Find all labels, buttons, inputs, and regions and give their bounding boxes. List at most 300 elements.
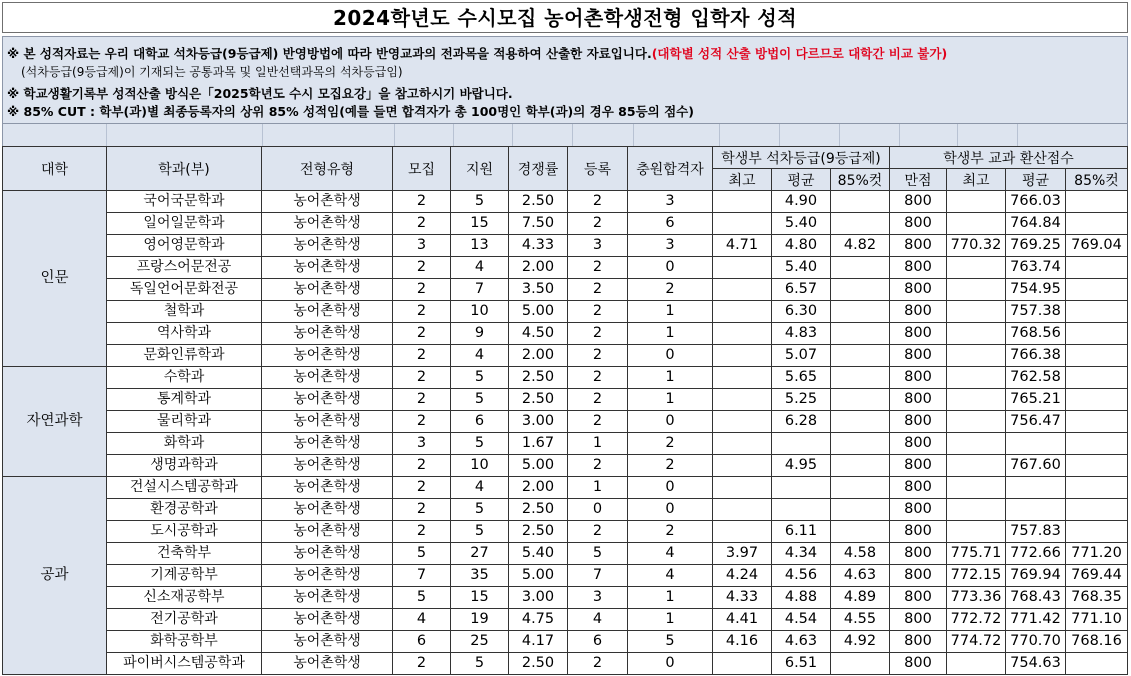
cell-recruit: 2 (393, 345, 451, 367)
cell-grade-avg: 5.25 (772, 389, 831, 411)
cell-score-avg: 762.58 (1006, 367, 1066, 389)
cell-score-85: 771.20 (1066, 543, 1128, 565)
cell-score-85 (1066, 433, 1128, 455)
cell-ratio: 2.00 (509, 257, 568, 279)
cell-dept: 파이버시스템공학과 (107, 653, 262, 675)
cell-enroll: 4 (568, 609, 628, 631)
cell-apply: 13 (451, 235, 509, 257)
cell-score-best (947, 653, 1006, 675)
cell-extra: 6 (628, 213, 713, 235)
cell-type: 농어촌학생 (262, 609, 393, 631)
cell-score-full: 800 (890, 653, 947, 675)
cell-grade-85 (831, 499, 890, 521)
cell-apply: 5 (451, 191, 509, 213)
cell-ratio: 2.00 (509, 477, 568, 499)
cell-score-best (947, 521, 1006, 543)
cell-dept: 일어일문학과 (107, 213, 262, 235)
cell-score-full: 800 (890, 389, 947, 411)
cell-grade-best (713, 191, 772, 213)
cell-dept: 역사학과 (107, 323, 262, 345)
cell-score-best (947, 367, 1006, 389)
cell-dept: 국어국문학과 (107, 191, 262, 213)
cell-type: 농어촌학생 (262, 433, 393, 455)
cell-recruit: 2 (393, 301, 451, 323)
cell-score-avg: 766.38 (1006, 345, 1066, 367)
cell-grade-best: 4.71 (713, 235, 772, 257)
cell-dept: 건축학부 (107, 543, 262, 565)
cell-score-85 (1066, 455, 1128, 477)
cell-recruit: 3 (393, 433, 451, 455)
cell-grade-85: 4.82 (831, 235, 890, 257)
cell-score-avg: 771.42 (1006, 609, 1066, 631)
table-row (3, 565, 1128, 587)
cell-dept: 신소재공학부 (107, 587, 262, 609)
cell-score-full: 800 (890, 345, 947, 367)
cell-type: 농어촌학생 (262, 235, 393, 257)
cell-ratio: 3.00 (509, 411, 568, 433)
cell-grade-avg: 5.65 (772, 367, 831, 389)
cell-grade-85 (831, 411, 890, 433)
cell-score-full: 800 (890, 433, 947, 455)
header-score-group: 학생부 교과 환산점수 (890, 147, 1128, 169)
cell-score-best: 770.32 (947, 235, 1006, 257)
cell-score-full: 800 (890, 521, 947, 543)
cell-type: 농어촌학생 (262, 587, 393, 609)
cell-score-full: 800 (890, 301, 947, 323)
cell-grade-best (713, 213, 772, 235)
cell-score-best (947, 213, 1006, 235)
cell-grade-best (713, 301, 772, 323)
cell-score-avg: 766.03 (1006, 191, 1066, 213)
cell-extra: 0 (628, 477, 713, 499)
spacer-row (2, 124, 1128, 146)
cell-score-full: 800 (890, 367, 947, 389)
table-row (3, 301, 1128, 323)
cell-recruit: 6 (393, 631, 451, 653)
cell-type: 농어촌학생 (262, 455, 393, 477)
cell-score-avg: 765.21 (1006, 389, 1066, 411)
cell-ratio: 4.17 (509, 631, 568, 653)
cell-ratio: 3.50 (509, 279, 568, 301)
cell-recruit: 5 (393, 587, 451, 609)
cell-grade-avg: 4.95 (772, 455, 831, 477)
cell-score-avg: 768.56 (1006, 323, 1066, 345)
cell-apply: 35 (451, 565, 509, 587)
cell-grade-avg: 4.54 (772, 609, 831, 631)
cell-extra: 5 (628, 631, 713, 653)
table-row (3, 191, 1128, 213)
cell-grade-avg: 4.80 (772, 235, 831, 257)
cell-type: 농어촌학생 (262, 279, 393, 301)
table-row (3, 631, 1128, 653)
cell-score-85 (1066, 367, 1128, 389)
cell-recruit: 2 (393, 455, 451, 477)
cell-grade-85 (831, 323, 890, 345)
cell-enroll: 3 (568, 235, 628, 257)
cell-enroll: 5 (568, 543, 628, 565)
cell-grade-best (713, 433, 772, 455)
header-grade-avg: 평균 (772, 169, 831, 191)
cell-ratio: 4.33 (509, 235, 568, 257)
cell-ratio: 5.00 (509, 455, 568, 477)
cell-ratio: 5.00 (509, 301, 568, 323)
cell-ratio: 2.50 (509, 521, 568, 543)
header-score-85: 85%컷 (1066, 169, 1128, 191)
cell-ratio: 5.40 (509, 543, 568, 565)
cell-recruit: 2 (393, 411, 451, 433)
cell-grade-avg: 5.40 (772, 257, 831, 279)
cell-dept: 건설시스템공학과 (107, 477, 262, 499)
cell-recruit: 2 (393, 279, 451, 301)
cell-enroll: 0 (568, 499, 628, 521)
cell-score-full: 800 (890, 499, 947, 521)
cell-ratio: 5.00 (509, 565, 568, 587)
note-3: ※ 학교생활기록부 성적산출 방식은「2025학년도 수시 모집요강」을 참고하시기 바랍니다. (7, 86, 513, 101)
cell-ratio: 3.00 (509, 587, 568, 609)
cell-score-full: 800 (890, 191, 947, 213)
cell-apply: 25 (451, 631, 509, 653)
cell-grade-best: 4.16 (713, 631, 772, 653)
cell-score-85 (1066, 301, 1128, 323)
cell-grade-85 (831, 653, 890, 675)
cell-extra: 0 (628, 345, 713, 367)
cell-grade-85 (831, 345, 890, 367)
cell-extra: 2 (628, 433, 713, 455)
cell-score-best (947, 191, 1006, 213)
cell-recruit: 2 (393, 191, 451, 213)
header-score-best: 최고 (947, 169, 1006, 191)
notes-panel (2, 36, 1128, 124)
cell-grade-best (713, 367, 772, 389)
cell-ratio: 2.50 (509, 191, 568, 213)
cell-apply: 5 (451, 521, 509, 543)
cell-grade-85 (831, 191, 890, 213)
cell-dept: 전기공학과 (107, 609, 262, 631)
cell-enroll: 3 (568, 587, 628, 609)
cell-type: 농어촌학생 (262, 367, 393, 389)
cell-univ: 자연과학 (3, 367, 107, 477)
cell-ratio: 2.50 (509, 499, 568, 521)
cell-score-best: 772.15 (947, 565, 1006, 587)
cell-grade-best (713, 279, 772, 301)
cell-apply: 5 (451, 653, 509, 675)
cell-extra: 0 (628, 411, 713, 433)
cell-score-full: 800 (890, 631, 947, 653)
cell-grade-best: 3.97 (713, 543, 772, 565)
cell-dept: 기계공학부 (107, 565, 262, 587)
cell-type: 농어촌학생 (262, 191, 393, 213)
table-row (3, 455, 1128, 477)
cell-score-best (947, 411, 1006, 433)
cell-grade-85: 4.55 (831, 609, 890, 631)
cell-grade-avg: 4.63 (772, 631, 831, 653)
cell-grade-avg: 4.90 (772, 191, 831, 213)
cell-ratio: 2.50 (509, 367, 568, 389)
cell-enroll: 6 (568, 631, 628, 653)
cell-grade-best: 4.33 (713, 587, 772, 609)
cell-dept: 수학과 (107, 367, 262, 389)
cell-recruit: 5 (393, 543, 451, 565)
results-table (2, 146, 1128, 675)
cell-score-best: 775.71 (947, 543, 1006, 565)
cell-score-85 (1066, 499, 1128, 521)
cell-grade-85 (831, 257, 890, 279)
table-row (3, 389, 1128, 411)
cell-extra: 0 (628, 499, 713, 521)
header-recruit: 모집 (393, 147, 451, 191)
cell-dept: 화학공학부 (107, 631, 262, 653)
cell-ratio: 4.75 (509, 609, 568, 631)
cell-grade-85: 4.89 (831, 587, 890, 609)
cell-extra: 2 (628, 455, 713, 477)
cell-score-full: 800 (890, 565, 947, 587)
table-row (3, 543, 1128, 565)
cell-score-avg: 763.74 (1006, 257, 1066, 279)
cell-extra: 0 (628, 257, 713, 279)
cell-score-best (947, 433, 1006, 455)
table-row (3, 653, 1128, 675)
cell-enroll: 7 (568, 565, 628, 587)
cell-enroll: 2 (568, 367, 628, 389)
cell-score-85 (1066, 345, 1128, 367)
cell-score-avg (1006, 433, 1066, 455)
cell-score-full: 800 (890, 477, 947, 499)
cell-apply: 4 (451, 477, 509, 499)
cell-grade-avg (772, 433, 831, 455)
cell-grade-avg: 6.30 (772, 301, 831, 323)
cell-extra: 0 (628, 653, 713, 675)
cell-apply: 10 (451, 301, 509, 323)
cell-score-best (947, 477, 1006, 499)
cell-univ: 공과 (3, 477, 107, 675)
cell-score-best (947, 323, 1006, 345)
cell-grade-best: 4.41 (713, 609, 772, 631)
cell-recruit: 2 (393, 323, 451, 345)
cell-score-full: 800 (890, 323, 947, 345)
cell-score-85: 768.16 (1066, 631, 1128, 653)
cell-grade-avg: 4.34 (772, 543, 831, 565)
header-grade-group: 학생부 석차등급(9등급제) (713, 147, 890, 169)
cell-extra: 1 (628, 323, 713, 345)
cell-recruit: 2 (393, 257, 451, 279)
cell-score-best (947, 257, 1006, 279)
cell-score-avg: 767.60 (1006, 455, 1066, 477)
cell-score-best: 773.36 (947, 587, 1006, 609)
cell-grade-avg (772, 499, 831, 521)
cell-extra: 4 (628, 565, 713, 587)
cell-grade-85 (831, 433, 890, 455)
cell-type: 농어촌학생 (262, 565, 393, 587)
cell-extra: 4 (628, 543, 713, 565)
cell-type: 농어촌학생 (262, 543, 393, 565)
cell-extra: 3 (628, 235, 713, 257)
cell-recruit: 2 (393, 367, 451, 389)
cell-score-85 (1066, 521, 1128, 543)
cell-grade-avg (772, 477, 831, 499)
cell-grade-best (713, 653, 772, 675)
cell-score-full: 800 (890, 213, 947, 235)
cell-score-85 (1066, 213, 1128, 235)
cell-enroll: 2 (568, 257, 628, 279)
cell-extra: 2 (628, 521, 713, 543)
note-1: ※ 본 성적자료는 우리 대학교 석차등급(9등급제) 반영방법에 따라 반영교과의 전과목을 적용하여 산출한 자료입니다.(대학별 성적 산출 방법이 다르므로 대학간 비교 불가) (7, 46, 948, 61)
header-score-avg: 평균 (1006, 169, 1066, 191)
table-row (3, 213, 1128, 235)
cell-extra: 3 (628, 191, 713, 213)
cell-dept: 통계학과 (107, 389, 262, 411)
table-row (3, 235, 1128, 257)
cell-enroll: 2 (568, 345, 628, 367)
cell-type: 농어촌학생 (262, 477, 393, 499)
cell-score-best (947, 499, 1006, 521)
header-grade-best: 최고 (713, 169, 772, 191)
cell-enroll: 2 (568, 213, 628, 235)
cell-grade-avg: 5.40 (772, 213, 831, 235)
cell-grade-avg: 5.07 (772, 345, 831, 367)
cell-apply: 5 (451, 389, 509, 411)
note-2: (석차등급(9등급제)이 기재되는 공통과목 및 일반선택과목의 석차등급임) (21, 65, 403, 79)
cell-apply: 5 (451, 433, 509, 455)
cell-grade-85 (831, 389, 890, 411)
page-title: 2024학년도 수시모집 농어촌학생전형 입학자 성적 (2, 2, 1128, 33)
cell-score-full: 800 (890, 235, 947, 257)
cell-enroll: 2 (568, 279, 628, 301)
cell-grade-best (713, 411, 772, 433)
cell-recruit: 2 (393, 389, 451, 411)
cell-extra: 1 (628, 367, 713, 389)
cell-enroll: 2 (568, 411, 628, 433)
cell-apply: 19 (451, 609, 509, 631)
cell-dept: 도시공학과 (107, 521, 262, 543)
cell-apply: 10 (451, 455, 509, 477)
cell-recruit: 4 (393, 609, 451, 631)
cell-enroll: 2 (568, 301, 628, 323)
cell-grade-avg: 6.28 (772, 411, 831, 433)
cell-score-85: 769.44 (1066, 565, 1128, 587)
cell-type: 농어촌학생 (262, 257, 393, 279)
cell-apply: 15 (451, 587, 509, 609)
table-row (3, 521, 1128, 543)
cell-type: 농어촌학생 (262, 521, 393, 543)
table-row (3, 609, 1128, 631)
cell-score-full: 800 (890, 279, 947, 301)
cell-grade-85 (831, 367, 890, 389)
cell-recruit: 2 (393, 499, 451, 521)
cell-extra: 1 (628, 587, 713, 609)
cell-score-85 (1066, 389, 1128, 411)
cell-score-avg: 769.25 (1006, 235, 1066, 257)
cell-score-avg: 770.70 (1006, 631, 1066, 653)
table-row (3, 499, 1128, 521)
cell-apply: 4 (451, 345, 509, 367)
cell-score-85 (1066, 411, 1128, 433)
cell-ratio: 7.50 (509, 213, 568, 235)
cell-score-85: 768.35 (1066, 587, 1128, 609)
cell-enroll: 2 (568, 455, 628, 477)
table-row (3, 367, 1128, 389)
cell-score-85 (1066, 279, 1128, 301)
table-body (3, 191, 1128, 675)
cell-grade-85: 4.63 (831, 565, 890, 587)
cell-enroll: 1 (568, 477, 628, 499)
cell-type: 농어촌학생 (262, 631, 393, 653)
table-row (3, 279, 1128, 301)
cell-recruit: 7 (393, 565, 451, 587)
cell-apply: 9 (451, 323, 509, 345)
cell-grade-85 (831, 521, 890, 543)
table-row (3, 323, 1128, 345)
cell-grade-avg: 6.11 (772, 521, 831, 543)
cell-apply: 4 (451, 257, 509, 279)
cell-type: 농어촌학생 (262, 345, 393, 367)
cell-dept: 문화인류학과 (107, 345, 262, 367)
cell-score-avg: 772.66 (1006, 543, 1066, 565)
cell-ratio: 2.00 (509, 345, 568, 367)
cell-grade-best (713, 323, 772, 345)
note-4: ※ 85% CUT : 학부(과)별 최종등록자의 상위 85% 성적임(예를 들면 합격자가 총 100명인 학부(과)의 경우 85등의 점수) (7, 104, 694, 119)
cell-score-best (947, 279, 1006, 301)
cell-extra: 1 (628, 301, 713, 323)
cell-enroll: 1 (568, 433, 628, 455)
cell-recruit: 2 (393, 653, 451, 675)
cell-extra: 1 (628, 389, 713, 411)
header-apply: 지원 (451, 147, 509, 191)
header-enroll: 등록 (568, 147, 628, 191)
cell-grade-85 (831, 301, 890, 323)
cell-enroll: 2 (568, 389, 628, 411)
header-score-full: 만점 (890, 169, 947, 191)
cell-score-avg: 757.83 (1006, 521, 1066, 543)
cell-score-85 (1066, 323, 1128, 345)
cell-type: 농어촌학생 (262, 323, 393, 345)
cell-type: 농어촌학생 (262, 389, 393, 411)
cell-type: 농어촌학생 (262, 213, 393, 235)
cell-apply: 15 (451, 213, 509, 235)
cell-ratio: 1.67 (509, 433, 568, 455)
cell-extra: 2 (628, 279, 713, 301)
cell-ratio: 2.50 (509, 653, 568, 675)
cell-grade-avg: 6.51 (772, 653, 831, 675)
cell-enroll: 2 (568, 191, 628, 213)
table-row (3, 433, 1128, 455)
cell-recruit: 2 (393, 521, 451, 543)
cell-dept: 생명과학과 (107, 455, 262, 477)
cell-score-full: 800 (890, 455, 947, 477)
header-grade-85: 85%컷 (831, 169, 890, 191)
header-univ: 대학 (3, 147, 107, 191)
cell-dept: 환경공학과 (107, 499, 262, 521)
cell-type: 농어촌학생 (262, 653, 393, 675)
cell-grade-best: 4.24 (713, 565, 772, 587)
cell-grade-85 (831, 213, 890, 235)
cell-grade-85: 4.92 (831, 631, 890, 653)
cell-grade-best (713, 345, 772, 367)
cell-grade-avg: 4.56 (772, 565, 831, 587)
table-row (3, 411, 1128, 433)
table-row (3, 587, 1128, 609)
cell-score-avg (1006, 477, 1066, 499)
cell-score-85 (1066, 653, 1128, 675)
cell-score-full: 800 (890, 543, 947, 565)
cell-grade-85 (831, 477, 890, 499)
cell-score-best: 774.72 (947, 631, 1006, 653)
cell-apply: 27 (451, 543, 509, 565)
cell-grade-best (713, 477, 772, 499)
cell-univ: 인문 (3, 191, 107, 367)
cell-grade-avg: 4.83 (772, 323, 831, 345)
cell-ratio: 2.50 (509, 389, 568, 411)
header-dept: 학과(부) (107, 147, 262, 191)
